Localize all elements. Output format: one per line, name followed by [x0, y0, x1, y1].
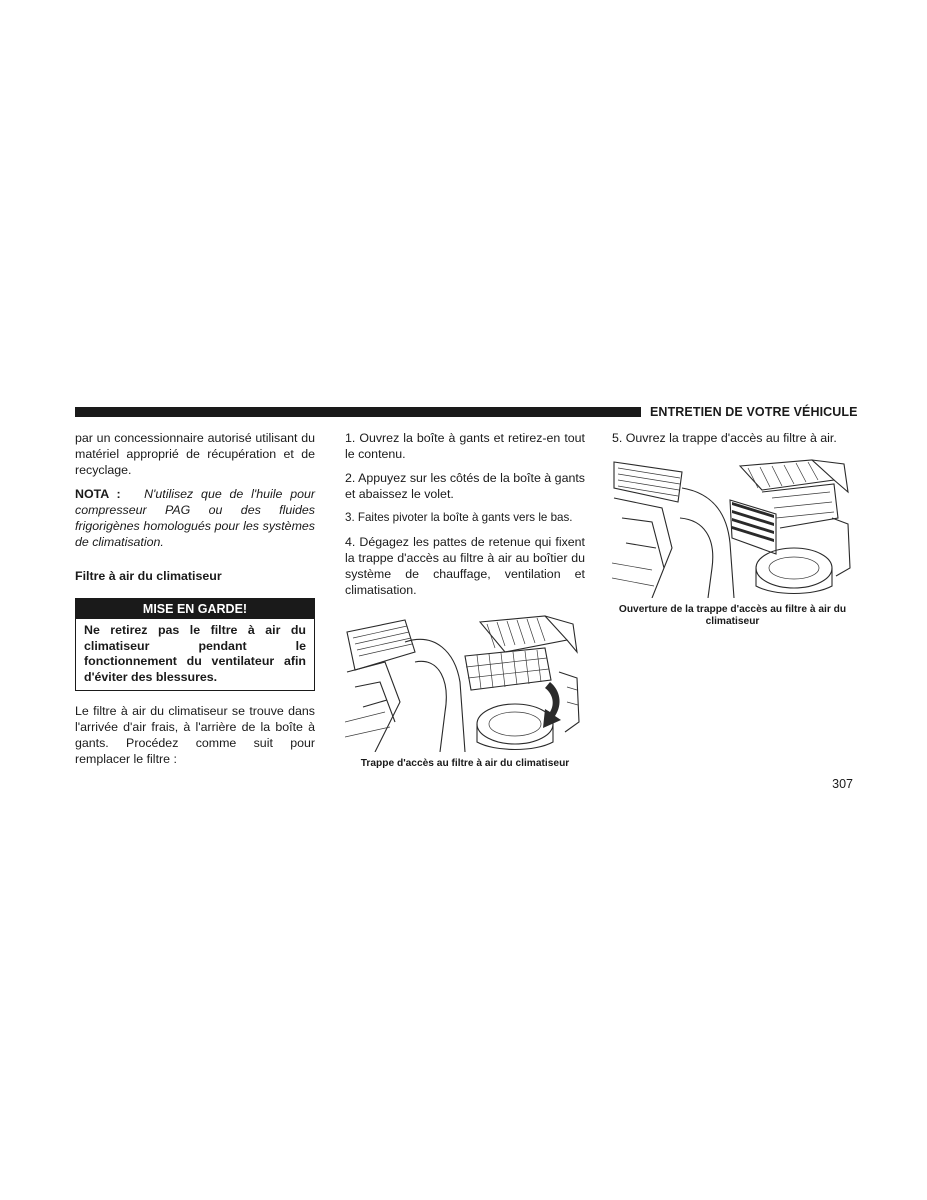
step-5: 5. Ouvrez la trappe d'accès au filtre à air.: [612, 431, 837, 445]
step-3: 3. Faites pivoter la boîte à gants vers le bas.: [345, 511, 573, 524]
header-rule: [75, 407, 641, 417]
body-paragraph: Le filtre à air du climatiseur se trouve dans l'arrivée d'air frais, à l'arrière de la boîte à gants. Procédez comme suit pour remplacer le filtre :: [75, 704, 315, 766]
filter-access-door-illustration: [345, 612, 581, 752]
nota-paragraph: [75, 486, 315, 550]
page-number: 307: [832, 777, 853, 791]
column-right: [612, 430, 853, 628]
figure-caption-1: Trappe d'accès au filtre à air du climatiseur: [360, 758, 570, 769]
intro-paragraph: par un concessionnaire autorisé utilisant du matériel approprié de récupération et de recyclage.: [75, 431, 315, 477]
figure-caption-2: Ouverture de la trappe d'accès au filtre à air du climatiseur: [618, 604, 847, 627]
filter-door-open-illustration: [612, 458, 852, 598]
section-title: ENTRETIEN DE VOTRE VÉHICULE: [650, 405, 858, 419]
warning-text: Ne retirez pas le filtre à air du climatiseur pendant le fonctionnement du ventilateur afin d'éviter des blessures.: [84, 623, 306, 684]
step-4: 4. Dégagez les pattes de retenue qui fixent la trappe d'accès au filtre à air au boîtier du système de chauffage, ventilation et climatisation.: [345, 535, 585, 597]
column-left: [75, 430, 315, 767]
step-2: 2. Appuyez sur les côtés de la boîte à gants et abaissez le volet.: [345, 471, 585, 501]
column-middle: [345, 430, 585, 770]
step-1: 1. Ouvrez la boîte à gants et retirez-en tout le contenu.: [345, 431, 585, 461]
nota-text: N'utilisez que de l'huile pour compresseur PAG ou des fluides frigorigènes homologués pour les systèmes de climatisation.: [75, 487, 316, 549]
nota-label: NOTA :: [75, 487, 121, 501]
warning-title: MISE EN GARDE!: [76, 599, 314, 619]
warning-box: [75, 598, 315, 691]
section-subheading: Filtre à air du climatiseur: [75, 569, 222, 583]
